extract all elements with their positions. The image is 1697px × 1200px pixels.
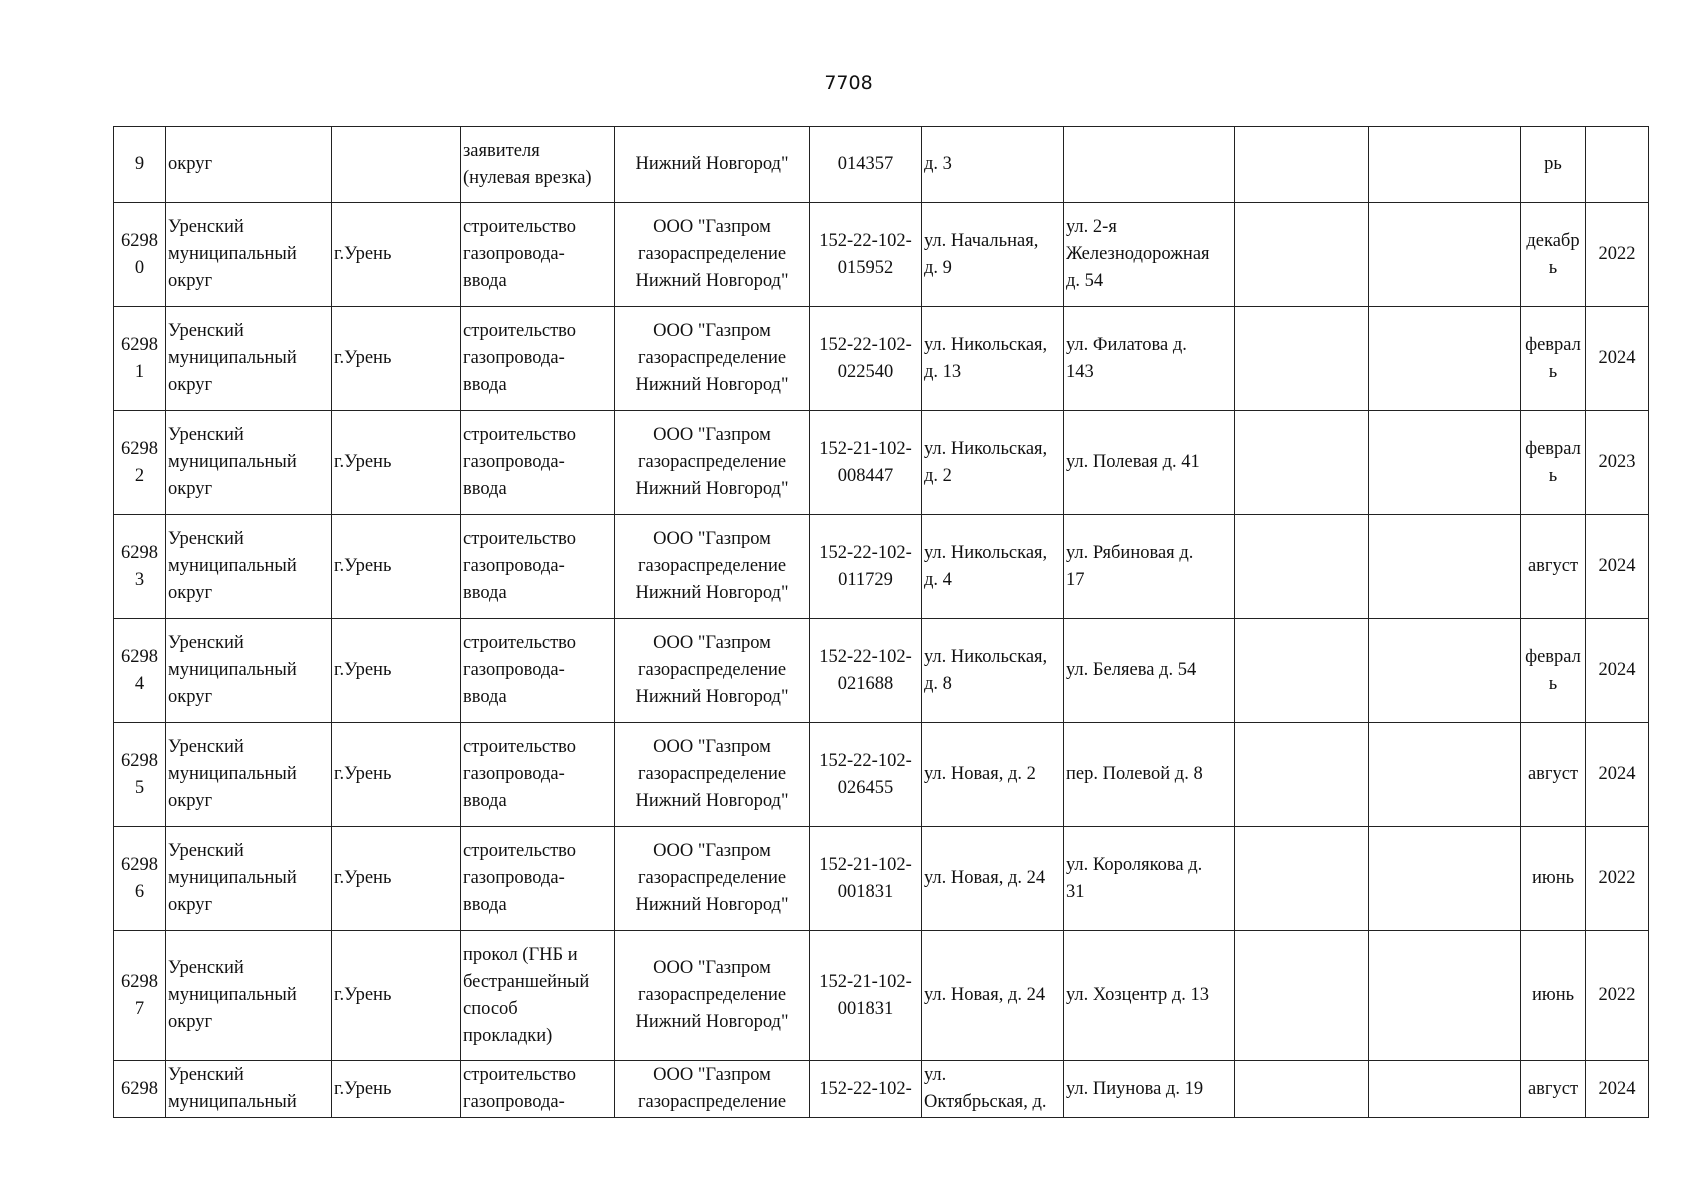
cell-address-to: [1064, 515, 1235, 619]
cell-address-from-text: ул. Никольская, д. 2: [924, 438, 1048, 486]
cell-number-text: 6298: [121, 1078, 158, 1099]
cell-month-text: август: [1527, 1078, 1579, 1099]
cell-address-from-text: ул. Никольская, д. 8: [924, 646, 1048, 694]
cell-locality-text: г.Урень: [334, 452, 392, 472]
cell-number: [114, 827, 166, 931]
cell-locality: [332, 515, 461, 619]
cell-locality: [332, 203, 461, 307]
cell-empty-1: [1235, 515, 1369, 619]
table-row: [114, 127, 1649, 203]
cell-permit-code-text: 014357: [837, 154, 894, 174]
cell-number: [114, 411, 166, 515]
cell-district: [166, 827, 332, 931]
gas-works-table: [113, 126, 1649, 1118]
cell-empty-1: [1235, 307, 1369, 411]
cell-permit-code-text: 152-21-102- 001831: [819, 854, 912, 902]
cell-district-text: Уренский муниципальный округ: [168, 958, 297, 1032]
cell-locality-text: г.Урень: [334, 764, 392, 784]
cell-work-type: [461, 307, 615, 411]
cell-work-type: [461, 411, 615, 515]
cell-address-from-text: ул. Октябрьская, д.: [924, 1065, 1047, 1112]
cell-work-type-text: прокол (ГНБ и бестраншейный способ прокладки): [463, 944, 590, 1046]
cell-empty-1: [1235, 127, 1369, 203]
cell-number: [114, 127, 166, 203]
cell-month: [1521, 931, 1586, 1061]
cell-district-text: Уренский муниципальный округ: [168, 425, 297, 499]
cell-district-text: Уренский муниципальный округ: [168, 841, 297, 915]
cell-month-text: декабр ь: [1526, 230, 1580, 278]
cell-work-type: [461, 203, 615, 307]
table-row: [114, 931, 1649, 1061]
cell-address-from: [922, 515, 1064, 619]
cell-organization: [615, 723, 810, 827]
cell-organization: [615, 515, 810, 619]
cell-organization-text: ООО "Газпром газораспределение Нижний Новгород": [635, 737, 789, 811]
cell-organization: [615, 619, 810, 723]
cell-month: [1521, 203, 1586, 307]
cell-year-text: 2024: [1598, 764, 1636, 784]
cell-address-to-text: ул. Полевая д. 41: [1066, 452, 1200, 472]
cell-month-text: феврал ь: [1525, 438, 1581, 486]
cell-year-text: 2024: [1598, 660, 1636, 680]
cell-work-type-text: строительство газопровода- ввода: [463, 217, 577, 291]
cell-month: [1521, 1061, 1586, 1118]
cell-empty-2: [1369, 1061, 1521, 1118]
cell-year: [1586, 307, 1649, 411]
cell-work-type-text: строительство газопровода- ввода: [463, 633, 577, 707]
cell-year-text: 2022: [1598, 985, 1636, 1005]
cell-district-text: Уренский муниципальный округ: [168, 321, 297, 395]
table-row: [114, 827, 1649, 931]
cell-organization-text: ООО "Газпром газораспределение Нижний Новгород": [635, 321, 789, 395]
cell-work-type-text: строительство газопровода-: [463, 1065, 577, 1112]
cell-year: [1586, 723, 1649, 827]
cell-empty-2: [1369, 307, 1521, 411]
table-body: [114, 127, 1649, 1118]
cell-organization: [615, 127, 810, 203]
cell-year-text: 2024: [1598, 1078, 1636, 1099]
table-row: [114, 203, 1649, 307]
cell-work-type: [461, 931, 615, 1061]
cell-locality: [332, 931, 461, 1061]
cell-district: [166, 127, 332, 203]
cell-permit-code: [810, 827, 922, 931]
table-row: [114, 307, 1649, 411]
cell-number-text: 6298 5: [121, 750, 158, 798]
cell-number-text: 6298 1: [121, 334, 158, 382]
cell-empty-2: [1369, 411, 1521, 515]
cell-permit-code: [810, 515, 922, 619]
cell-locality: [332, 411, 461, 515]
cell-address-to-text: пер. Полевой д. 8: [1066, 764, 1203, 784]
cell-empty-2: [1369, 619, 1521, 723]
cell-district: [166, 307, 332, 411]
cell-address-from-text: ул. Никольская, д. 4: [924, 542, 1048, 590]
cell-address-to: [1064, 411, 1235, 515]
cell-work-type-text: строительство газопровода- ввода: [463, 737, 577, 811]
cell-locality: [332, 127, 461, 203]
cell-district: [166, 1061, 332, 1118]
cell-district: [166, 931, 332, 1061]
cell-year-text: 2023: [1598, 452, 1636, 472]
cell-address-to-text: ул. Королякова д. 31: [1066, 854, 1203, 902]
cell-number-text: 6298 2: [121, 438, 158, 486]
cell-locality: [332, 619, 461, 723]
cell-locality: [332, 827, 461, 931]
cell-year: [1586, 411, 1649, 515]
cell-address-from-text: д. 3: [924, 154, 952, 174]
cell-address-from: [922, 931, 1064, 1061]
cell-month: [1521, 723, 1586, 827]
cell-month: [1521, 515, 1586, 619]
cell-permit-code-text: 152-22-102- 022540: [819, 334, 912, 382]
cell-work-type: [461, 515, 615, 619]
cell-month-text: рь: [1544, 154, 1562, 174]
cell-organization: [615, 307, 810, 411]
cell-year-text: 2022: [1598, 868, 1636, 888]
cell-number-text: 6298 3: [121, 542, 158, 590]
cell-permit-code: [810, 127, 922, 203]
cell-address-to: [1064, 827, 1235, 931]
cell-address-to-text: ул. 2-я Железнодорожная д. 54: [1066, 217, 1210, 291]
cell-address-to: [1064, 203, 1235, 307]
cell-number: [114, 307, 166, 411]
cell-number: [114, 515, 166, 619]
cell-work-type-text: строительство газопровода- ввода: [463, 321, 577, 395]
table-row: [114, 619, 1649, 723]
cell-year: [1586, 203, 1649, 307]
cell-empty-1: [1235, 827, 1369, 931]
cell-month: [1521, 619, 1586, 723]
cell-organization-text: ООО "Газпром газораспределение Нижний Новгород": [635, 529, 789, 603]
cell-organization-text: ООО "Газпром газораспределение Нижний Новгород": [635, 958, 789, 1032]
cell-address-to: [1064, 1061, 1235, 1118]
cell-month-text: феврал ь: [1525, 334, 1581, 382]
cell-organization-text: ООО "Газпром газораспределение Нижний Новгород": [635, 633, 789, 707]
cell-year: [1586, 827, 1649, 931]
cell-permit-code: [810, 411, 922, 515]
cell-work-type: [461, 723, 615, 827]
cell-locality-text: г.Урень: [334, 660, 392, 680]
table-row: [114, 723, 1649, 827]
cell-month-text: июнь: [1531, 868, 1575, 888]
cell-organization: [615, 411, 810, 515]
cell-organization-text: Нижний Новгород": [635, 154, 789, 174]
cell-year-text: 2022: [1598, 244, 1636, 264]
cell-address-from-text: ул. Новая, д. 2: [924, 764, 1036, 784]
cell-year: [1586, 931, 1649, 1061]
cell-organization-text: ООО "Газпром газораспределение: [637, 1065, 787, 1112]
cell-permit-code: [810, 723, 922, 827]
cell-number: [114, 619, 166, 723]
cell-locality-text: г.Урень: [334, 348, 392, 368]
cell-month-text: август: [1527, 764, 1579, 784]
cell-work-type: [461, 1061, 615, 1118]
cell-organization: [615, 1061, 810, 1118]
cell-work-type-text: строительство газопровода- ввода: [463, 841, 577, 915]
cell-address-from: [922, 1061, 1064, 1118]
cell-locality: [332, 723, 461, 827]
cell-work-type: [461, 619, 615, 723]
cell-empty-1: [1235, 203, 1369, 307]
cell-empty-2: [1369, 515, 1521, 619]
cell-address-from-text: ул. Начальная, д. 9: [924, 230, 1039, 278]
cell-locality: [332, 307, 461, 411]
cell-organization: [615, 827, 810, 931]
cell-month: [1521, 127, 1586, 203]
cell-empty-2: [1369, 723, 1521, 827]
cell-permit-code-text: 152-22-102- 026455: [819, 750, 912, 798]
cell-address-to-text: ул. Беляева д. 54: [1066, 660, 1197, 680]
cell-organization-text: ООО "Газпром газораспределение Нижний Новгород": [635, 425, 789, 499]
cell-number-text: 6298 6: [121, 854, 158, 902]
cell-district: [166, 411, 332, 515]
cell-locality-text: г.Урень: [334, 244, 392, 264]
cell-month: [1521, 411, 1586, 515]
cell-district-text: Уренский муниципальный округ: [168, 737, 297, 811]
cell-month: [1521, 307, 1586, 411]
cell-permit-code: [810, 203, 922, 307]
table-row: [114, 411, 1649, 515]
cell-permit-code: [810, 307, 922, 411]
cell-number-text: 6298 0: [121, 230, 158, 278]
cell-district: [166, 203, 332, 307]
cell-year: [1586, 619, 1649, 723]
cell-address-from: [922, 307, 1064, 411]
cell-address-from-text: ул. Новая, д. 24: [924, 985, 1046, 1005]
cell-organization-text: ООО "Газпром газораспределение Нижний Новгород": [635, 841, 789, 915]
cell-permit-code-text: 152-22-102- 015952: [819, 230, 912, 278]
cell-month-text: феврал ь: [1525, 646, 1581, 694]
cell-address-from-text: ул. Никольская, д. 13: [924, 334, 1048, 382]
cell-address-to-text: ул. Пиунова д. 19: [1066, 1078, 1204, 1099]
table-row: [114, 515, 1649, 619]
cell-empty-1: [1235, 1061, 1369, 1118]
cell-district-text: Уренский муниципальный округ: [168, 529, 297, 603]
cell-year-text: 2024: [1598, 348, 1636, 368]
cell-address-to-text: ул. Рябиновая д. 17: [1066, 542, 1194, 590]
cell-empty-2: [1369, 827, 1521, 931]
cell-month: [1521, 827, 1586, 931]
cell-locality-text: г.Урень: [334, 556, 392, 576]
cell-permit-code: [810, 619, 922, 723]
cell-district-text: Уренский муниципальный округ: [168, 633, 297, 707]
cell-work-type-text: строительство газопровода- ввода: [463, 425, 577, 499]
cell-month-text: август: [1527, 556, 1579, 576]
cell-year-text: 2024: [1598, 556, 1636, 576]
cell-address-from-text: ул. Новая, д. 24: [924, 868, 1046, 888]
cell-empty-1: [1235, 619, 1369, 723]
cell-number-text: 6298 7: [121, 971, 158, 1019]
cell-permit-code-text: 152-22-102-: [819, 1078, 912, 1099]
page-number: 7708: [824, 72, 873, 94]
cell-organization: [615, 931, 810, 1061]
cell-district: [166, 723, 332, 827]
cell-empty-1: [1235, 931, 1369, 1061]
cell-work-type: [461, 827, 615, 931]
cell-empty-2: [1369, 203, 1521, 307]
cell-address-to: [1064, 307, 1235, 411]
cell-permit-code: [810, 1061, 922, 1118]
cell-district-text: Уренский муниципальный: [168, 1065, 297, 1112]
cell-locality-text: г.Урень: [334, 985, 392, 1005]
cell-work-type: [461, 127, 615, 203]
cell-empty-1: [1235, 723, 1369, 827]
table-row: [114, 1061, 1649, 1118]
cell-number: [114, 931, 166, 1061]
cell-year: [1586, 127, 1649, 203]
cell-district-text: округ: [168, 154, 213, 174]
cell-month-text: июнь: [1531, 985, 1575, 1005]
cell-district: [166, 515, 332, 619]
cell-number: [114, 1061, 166, 1118]
cell-organization-text: ООО "Газпром газораспределение Нижний Новгород": [635, 217, 789, 291]
cell-number: [114, 203, 166, 307]
cell-empty-2: [1369, 931, 1521, 1061]
cell-permit-code-text: 152-22-102- 011729: [819, 542, 912, 590]
cell-work-type-text: заявителя (нулевая врезка): [463, 140, 592, 188]
cell-address-from: [922, 827, 1064, 931]
cell-empty-2: [1369, 127, 1521, 203]
cell-address-from: [922, 723, 1064, 827]
cell-address-from: [922, 411, 1064, 515]
cell-permit-code: [810, 931, 922, 1061]
cell-work-type-text: строительство газопровода- ввода: [463, 529, 577, 603]
cell-locality: [332, 1061, 461, 1118]
cell-permit-code-text: 152-21-102- 008447: [819, 438, 912, 486]
cell-address-to: [1064, 931, 1235, 1061]
cell-address-to: [1064, 619, 1235, 723]
cell-address-from: [922, 127, 1064, 203]
cell-locality-text: г.Урень: [334, 1078, 392, 1099]
cell-number-text: 9: [134, 154, 145, 174]
cell-number-text: 6298 4: [121, 646, 158, 694]
cell-permit-code-text: 152-22-102- 021688: [819, 646, 912, 694]
cell-address-to-text: ул. Хозцентр д. 13: [1066, 985, 1210, 1005]
cell-permit-code-text: 152-21-102- 001831: [819, 971, 912, 1019]
cell-district-text: Уренский муниципальный округ: [168, 217, 297, 291]
cell-address-to-text: ул. Филатова д. 143: [1066, 334, 1187, 382]
cell-organization: [615, 203, 810, 307]
cell-locality-text: г.Урень: [334, 868, 392, 888]
cell-number: [114, 723, 166, 827]
cell-district: [166, 619, 332, 723]
cell-empty-1: [1235, 411, 1369, 515]
cell-year: [1586, 515, 1649, 619]
cell-year: [1586, 1061, 1649, 1118]
cell-address-from: [922, 203, 1064, 307]
cell-address-from: [922, 619, 1064, 723]
cell-address-to: [1064, 127, 1235, 203]
cell-address-to: [1064, 723, 1235, 827]
